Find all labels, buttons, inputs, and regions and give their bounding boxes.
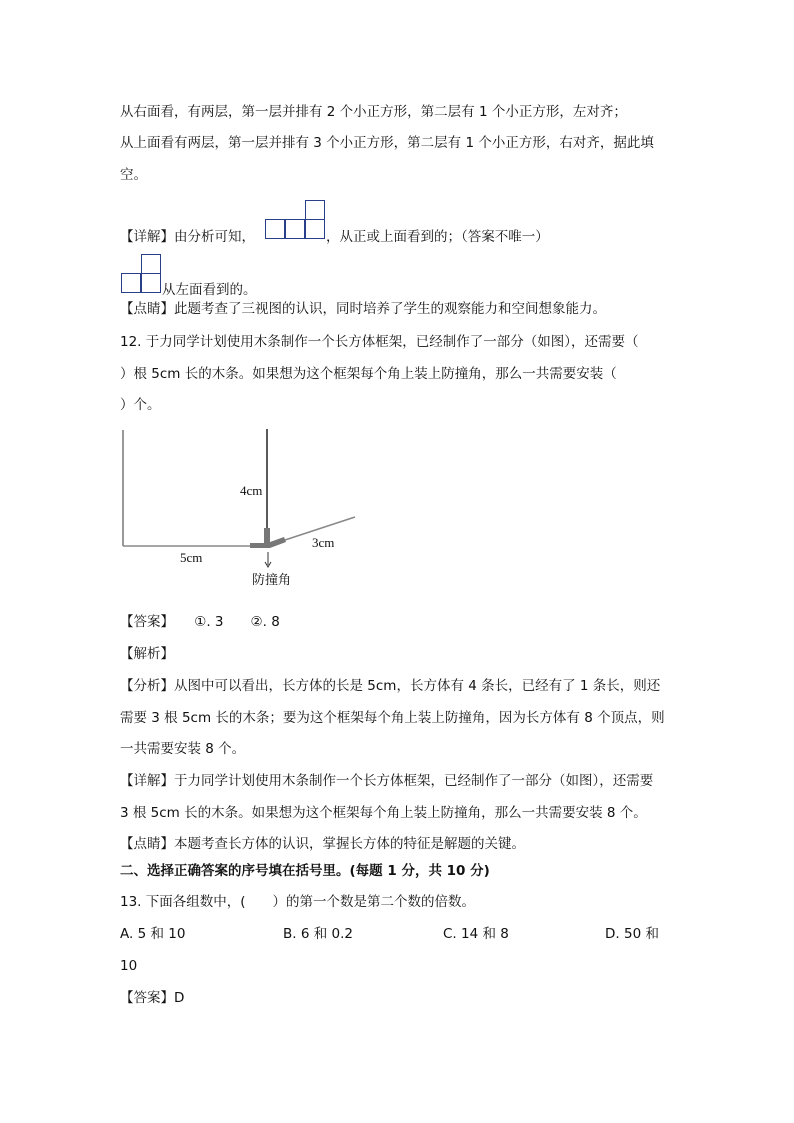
text-line: 【详解】于力同学计划使用木条制作一个长方体框架，已经制作了一部分（如图），还需要 <box>120 773 654 789</box>
text-line: 需要 3 根 5cm 长的木条；要为这个框架每个角上装上防撞角，因为长方体有 8 个顶点，则 <box>120 710 665 726</box>
text-line: ，从正或上面看到的；（答案不唯一） <box>326 229 549 245</box>
label-4cm: 4cm <box>240 483 263 498</box>
text-line: 一共需要安装 8 个。 <box>120 741 246 757</box>
text-line: 【详解】由分析可知， <box>120 229 255 245</box>
label-5cm: 5cm <box>180 550 203 565</box>
option-c: C. 14 和 8 <box>443 926 509 942</box>
section-heading: 二、选择正确答案的序号填在括号里。(每题 1 分，共 10 分) <box>120 863 490 879</box>
text-line: 【解析】 <box>120 646 174 662</box>
option-a: A. 5 和 10 <box>120 926 186 942</box>
question-13: 13. 下面各组数中，( ）的第一个数是第二个数的倍数。 <box>120 894 476 910</box>
text-line: 【点睛】此题考查了三视图的认识，同时培养了学生的观察能力和空间想象能力。 <box>120 301 606 317</box>
label-3cm: 3cm <box>312 535 335 550</box>
option-b: B. 6 和 0.2 <box>283 926 353 942</box>
text-line: 3 根 5cm 长的木条。如果想为这个框架每个角上装上防撞角，那么一共需要安装 8 个。 <box>120 805 647 821</box>
text-line: 空。 <box>120 167 147 183</box>
answer-line: 【答案】D <box>120 990 185 1006</box>
text-line: 从右面看，有两层，第一层并排有 2 个小正方形，第二层有 1 个小正方形，左对齐； <box>120 104 627 120</box>
label-corner-protector: 防撞角 <box>252 573 292 588</box>
option-d-cont: 10 <box>120 958 138 974</box>
question-12: 12. 于力同学计划使用木条制作一个长方体框架，已经制作了一部分（如图），还需要（ <box>120 334 639 350</box>
option-d: D. 50 和 <box>605 926 659 942</box>
text-line: 【分析】从图中可以看出，长方体的长是 5cm，长方体有 4 条长，已经有了 1 条长，则还 <box>120 678 661 694</box>
text-line: 从上面看有两层，第一层并排有 3 个小正方形，第二层有 1 个小正方形，右对齐，据此填 <box>120 135 654 151</box>
text-line: 【点睛】本题考查长方体的认识，掌握长方体的特征是解题的关键。 <box>120 836 525 852</box>
text-line: ）根 5cm 长的木条。如果想为这个框架每个角上装上防撞角，那么一共需要安装（ <box>120 366 617 382</box>
answer-line: 【答案】 ①. 3 ②. 8 <box>120 614 280 630</box>
text-line: 从左面看到的。 <box>162 282 257 298</box>
text-line: ）个。 <box>120 397 161 413</box>
